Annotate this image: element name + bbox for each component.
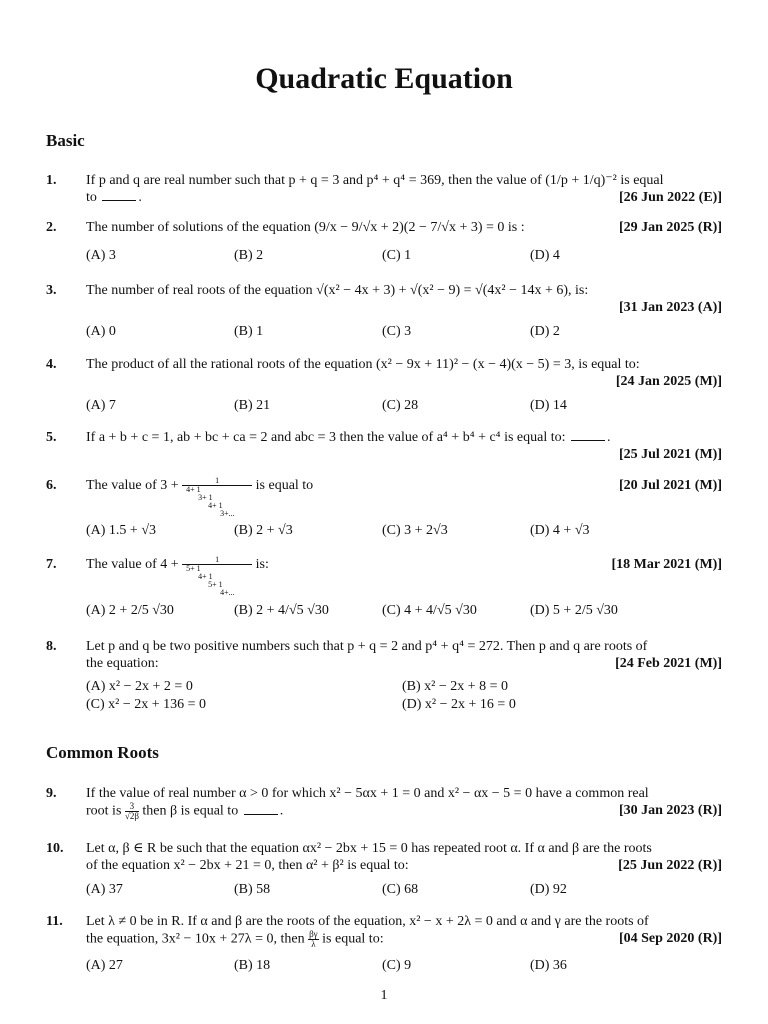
question-source: [04 Sep 2020 (R)]: [618, 931, 722, 946]
option-a[interactable]: (A) 37: [86, 882, 123, 897]
cf-part: 3+...: [220, 509, 235, 518]
option-a[interactable]: (A) x² − 2x + 2 = 0: [86, 679, 193, 694]
option-d[interactable]: (D) 2: [530, 324, 560, 339]
denominator: √2β: [124, 811, 139, 821]
option-a[interactable]: (A) 3: [86, 248, 116, 263]
cf-part: 3+ 1: [198, 493, 213, 502]
option-a[interactable]: (A) 27: [86, 958, 123, 973]
question-source: [18 Mar 2021 (M)]: [611, 557, 722, 572]
cf-part: 1: [182, 477, 252, 486]
option-c[interactable]: (C) 3: [382, 324, 412, 339]
page-number: 1: [380, 988, 388, 1003]
option-b[interactable]: (B) x² − 2x + 8 = 0: [402, 679, 509, 694]
question-text-line2: the equation:: [86, 656, 159, 671]
continued-fraction: [182, 556, 252, 597]
question-text: The number of real roots of the equation √(x² − 4x + 3) + √(x² − 9) = √(4x² − 14x + 6), is:: [86, 283, 589, 298]
question-source: [26 Jun 2022 (E)]: [618, 190, 722, 205]
option-c[interactable]: (C) 1: [382, 248, 412, 263]
question-text: The product of all the rational roots of the equation (x² − 9x + 11)² − (x − 4)(x − 5) = 3, is equal to:: [86, 357, 640, 372]
question-text-line2: the equation, 3x² − 10x + 27λ = 0, then: [86, 931, 305, 947]
option-d[interactable]: (D) 5 + 2/5 √30: [530, 603, 618, 618]
question-source: [30 Jan 2023 (R)]: [618, 803, 722, 818]
question-number: 7.: [46, 557, 57, 572]
question-2: [46, 219, 722, 236]
option-b[interactable]: (B) 21: [234, 398, 271, 413]
question-number: 1.: [46, 173, 57, 188]
question-number: 2.: [46, 220, 57, 235]
option-c[interactable]: (C) 3 + 2√3: [382, 523, 448, 538]
question-source: [25 Jul 2021 (M)]: [618, 447, 722, 462]
question-text-line2-post: is equal to:: [322, 931, 384, 947]
cf-part: 5+ 1: [186, 564, 201, 573]
option-c[interactable]: (C) 9: [382, 958, 412, 973]
section-heading-common-roots: Common Roots: [46, 743, 159, 762]
question-number: 10.: [46, 841, 64, 856]
option-b[interactable]: (B) 2 + √3: [234, 523, 293, 538]
answer-blank: [571, 430, 605, 441]
option-b[interactable]: (B) 2: [234, 248, 264, 263]
question-number: 11.: [46, 914, 63, 929]
question-10: [46, 840, 722, 874]
question-text-post: is equal to: [255, 478, 314, 493]
question-11: [46, 913, 722, 949]
question-3: [46, 282, 722, 316]
question-text: If the value of real number α > 0 for which x² − 5αx + 1 = 0 and x² − αx − 5 = 0 have a common real: [86, 786, 649, 801]
option-c[interactable]: (C) 68: [382, 882, 419, 897]
option-a[interactable]: (A) 2 + 2/5 √30: [86, 603, 174, 618]
question-4: [46, 356, 722, 390]
option-a[interactable]: (A) 7: [86, 398, 116, 413]
question-number: 4.: [46, 357, 57, 372]
fraction: [308, 930, 319, 949]
question-number: 8.: [46, 639, 57, 654]
option-a[interactable]: (A) 1.5 + √3: [86, 523, 157, 538]
question-text-line2: of the equation x² − 2bx + 21 = 0, then α² + β² is equal to:: [86, 858, 409, 873]
cf-part: 5+ 1: [208, 580, 223, 589]
option-d[interactable]: (D) 14: [530, 398, 567, 413]
question-text: The number of solutions of the equation (9/x − 9/√x + 2)(2 − 7/√x + 3) = 0 is :: [86, 220, 525, 235]
question-source: [31 Jan 2023 (A)]: [618, 300, 722, 315]
question-9: [46, 785, 722, 821]
question-6: [46, 477, 722, 518]
cf-part: 4+ 1: [208, 501, 223, 510]
section-heading-basic: Basic: [46, 131, 85, 150]
option-b[interactable]: (B) 18: [234, 958, 271, 973]
question-number: 5.: [46, 430, 57, 445]
question-5: [46, 429, 722, 463]
numerator: 3: [125, 802, 139, 812]
option-a[interactable]: (A) 0: [86, 324, 116, 339]
question-7: [46, 556, 722, 597]
question-tail: .: [279, 803, 284, 819]
denominator: λ: [311, 939, 316, 949]
question-source: [24 Feb 2021 (M)]: [615, 656, 722, 671]
question-text-post: is:: [255, 557, 269, 572]
question-source: [25 Jun 2022 (R)]: [618, 858, 722, 873]
question-1: [46, 172, 722, 206]
question-text: Let p and q be two positive numbers such that p + q = 2 and p⁴ + q⁴ = 272. Then p and q are roots of: [86, 639, 648, 654]
option-d[interactable]: (D) 92: [530, 882, 567, 897]
option-b[interactable]: (B) 1: [234, 324, 264, 339]
question-text-line2: to: [86, 190, 97, 205]
option-d[interactable]: (D) 4 + √3: [530, 523, 590, 538]
question-tail: .: [138, 190, 142, 205]
option-c[interactable]: (C) 28: [382, 398, 419, 413]
question-text: The value of 3 +: [86, 478, 179, 493]
question-number: 3.: [46, 283, 57, 298]
answer-blank: [102, 190, 136, 201]
question-text: The value of 4 +: [86, 557, 179, 572]
question-source: [20 Jul 2021 (M)]: [618, 478, 722, 493]
question-text: If p and q are real number such that p + q = 3 and p⁴ + q⁴ = 369, then the value of (1/p + 1/q)⁻² is equal: [86, 173, 664, 188]
question-number: 9.: [46, 786, 57, 801]
question-tail: .: [607, 430, 611, 445]
option-c[interactable]: (C) x² − 2x + 136 = 0: [86, 697, 207, 712]
option-b[interactable]: (B) 2 + 4/√5 √30: [234, 603, 329, 618]
question-text: Let λ ≠ 0 be in R. If α and β are the roots of the equation, x² − x + 2λ = 0 and α and γ are the roots of: [86, 914, 649, 929]
cf-part: 4+ 1: [198, 572, 213, 581]
numerator: βγ: [309, 929, 318, 939]
cf-part: 1: [182, 556, 252, 565]
cf-part: 4+ 1: [186, 485, 201, 494]
option-d[interactable]: (D) x² − 2x + 16 = 0: [402, 697, 516, 712]
continued-fraction: [182, 477, 252, 518]
question-8: [46, 638, 722, 672]
question-number: 6.: [46, 478, 57, 493]
answer-blank: [244, 804, 278, 815]
option-d[interactable]: (D) 4: [530, 248, 560, 263]
question-text-line2: root is: [86, 803, 122, 819]
option-b[interactable]: (B) 58: [234, 882, 271, 897]
fraction: [125, 802, 139, 821]
question-text: If a + b + c = 1, ab + bc + ca = 2 and abc = 3 then the value of a⁴ + b⁴ + c⁴ is equal to:: [86, 430, 566, 445]
question-source: [29 Jan 2025 (R)]: [618, 220, 722, 235]
option-d[interactable]: (D) 36: [530, 958, 567, 973]
question-text-line2-post: then β is equal to: [142, 803, 239, 819]
question-text: Let α, β ∈ R be such that the equation αx² − 2bx + 15 = 0 has repeated root α. If α and β are the roots: [86, 841, 652, 856]
option-c[interactable]: (C) 4 + 4/√5 √30: [382, 603, 477, 618]
cf-part: 4+...: [220, 588, 235, 597]
page-title: Quadratic Equation: [255, 62, 513, 95]
question-source: [24 Jan 2025 (M)]: [615, 374, 722, 389]
